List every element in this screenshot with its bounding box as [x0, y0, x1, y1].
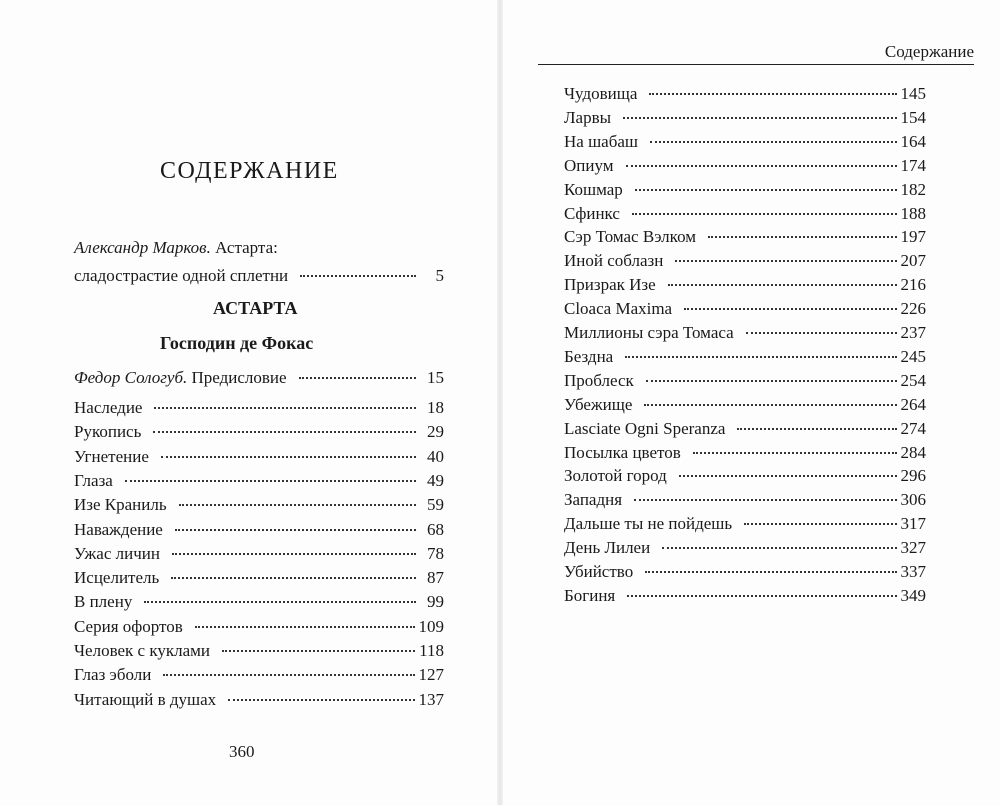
entry-title: Кошмар — [564, 179, 623, 199]
preface-author: Александр Марков. — [74, 238, 211, 257]
entry-page-number: 49 — [427, 470, 444, 490]
toc-entry[interactable] — [74, 690, 444, 712]
toc-title: СОДЕРЖАНИЕ — [160, 158, 339, 184]
entry-title: Глаз эболи — [74, 665, 152, 685]
toc-entry[interactable] — [74, 641, 444, 663]
toc-entry[interactable] — [74, 520, 444, 542]
dot-leader — [172, 552, 416, 555]
toc-entry[interactable] — [564, 347, 926, 369]
entry-page-number: 127 — [418, 665, 444, 685]
entry-page-number: 349 — [900, 585, 926, 605]
entry-title: Человек с куклами — [74, 641, 211, 660]
toc-entry[interactable] — [564, 443, 926, 465]
entry-title: Сэр Томас Вэлком — [564, 227, 696, 247]
toc-entry[interactable] — [74, 568, 444, 590]
entry-page-number: 174 — [900, 155, 926, 175]
entry-title: Рукопись — [74, 422, 142, 442]
dot-leader — [746, 331, 897, 334]
dot-leader — [650, 140, 897, 143]
entry-title: Сфинкс — [564, 203, 620, 223]
dot-leader — [634, 498, 896, 501]
entry-title: Ужас личин — [74, 543, 160, 563]
dot-leader — [646, 379, 897, 382]
entry-title: Lasciate Ogni Speranza — [564, 418, 726, 438]
preface-heading — [74, 238, 278, 258]
toc-entry[interactable] — [564, 538, 926, 560]
dot-leader — [125, 479, 416, 482]
dot-leader — [222, 649, 415, 652]
entry-page-number: 237 — [900, 323, 926, 342]
toc-entry[interactable] — [564, 586, 926, 608]
toc-entry-preface[interactable] — [74, 266, 444, 288]
entry-title: Убежище — [564, 394, 633, 414]
dot-leader — [195, 625, 415, 628]
dot-leader — [744, 522, 896, 525]
entry-page-number: 164 — [900, 131, 926, 151]
toc-entry[interactable] — [564, 299, 926, 321]
toc-entry[interactable] — [564, 490, 926, 512]
entry-page-number: 337 — [900, 562, 926, 581]
section-heading-astarta: АСТАРТА — [213, 298, 298, 318]
intro-title: Предисловие — [191, 368, 287, 387]
toc-entry[interactable] — [74, 495, 444, 517]
toc-entry[interactable] — [564, 323, 926, 345]
dot-leader — [179, 503, 416, 506]
toc-entry[interactable] — [564, 180, 926, 202]
toc-entry-intro[interactable] — [74, 368, 444, 390]
entry-title: Посылка цветов — [564, 442, 681, 462]
dot-leader — [649, 92, 896, 95]
toc-entry[interactable] — [564, 395, 926, 417]
toc-entry[interactable] — [564, 514, 926, 536]
dot-leader — [737, 427, 896, 430]
entry-page-number: 145 — [900, 84, 926, 103]
entry-page-number: 87 — [427, 568, 444, 588]
entry-page-number: 216 — [900, 275, 926, 295]
entry-title: Ларвы — [564, 107, 612, 127]
entry-page-number: 306 — [900, 490, 926, 510]
toc-entry[interactable] — [564, 227, 926, 249]
toc-entry[interactable] — [564, 84, 926, 106]
dot-leader — [635, 188, 897, 191]
entry-page-number: 327 — [900, 538, 926, 558]
dot-leader — [684, 307, 896, 310]
entry-page-number: 109 — [418, 616, 444, 636]
entry-title: Чудовища — [564, 84, 638, 103]
dot-leader — [163, 673, 414, 676]
dot-leader — [228, 698, 414, 701]
entry-title: Убийство — [564, 562, 634, 581]
running-head — [538, 42, 974, 65]
entry-page-number: 137 — [418, 689, 444, 709]
dot-leader — [645, 570, 896, 573]
toc-entry[interactable] — [564, 108, 926, 130]
dot-leader — [627, 594, 896, 597]
entry-title: Бездна — [564, 346, 614, 366]
dot-leader — [693, 451, 897, 454]
dot-leader — [623, 116, 896, 119]
entry-page-number: 226 — [900, 299, 926, 319]
entry-title: Дальше ты не пойдешь — [564, 514, 733, 534]
entry-title — [74, 368, 287, 388]
toc-entry[interactable] — [74, 617, 444, 639]
entry-title: Изе Краниль — [74, 495, 167, 515]
toc-entry[interactable] — [74, 422, 444, 444]
entry-page-number: 29 — [427, 422, 444, 442]
toc-entry[interactable] — [564, 204, 926, 226]
toc-entry[interactable] — [564, 156, 926, 178]
entry-title: Наследие — [74, 398, 143, 417]
entry-page-number: 188 — [900, 203, 926, 223]
entry-page-number: 264 — [900, 394, 926, 414]
page-number-folio: 360 — [229, 742, 255, 761]
entry-title: Угнетение — [74, 446, 149, 466]
dot-leader — [668, 283, 897, 286]
toc-entry[interactable] — [74, 447, 444, 469]
entry-page-number: 15 — [427, 368, 444, 387]
dot-leader — [679, 474, 897, 477]
dot-leader — [154, 406, 416, 409]
entry-page-number: 78 — [427, 543, 444, 563]
dot-leader — [161, 455, 416, 458]
entry-page-number: 5 — [435, 266, 444, 285]
dot-leader — [299, 376, 416, 379]
dot-leader — [175, 528, 416, 531]
right-page — [500, 0, 1000, 805]
entry-title: Богиня — [564, 585, 616, 605]
dot-leader — [300, 274, 416, 277]
entry-page-number: 182 — [900, 179, 926, 199]
entry-title: День Лилеи — [564, 538, 651, 558]
dot-leader — [153, 430, 416, 433]
toc-entry[interactable] — [74, 471, 444, 493]
entry-page-number: 197 — [900, 227, 926, 247]
entry-title: На шабаш — [564, 131, 638, 151]
dot-leader — [632, 212, 897, 215]
entry-page-number: 254 — [900, 370, 926, 390]
entry-title: В плену — [74, 592, 133, 612]
entry-page-number: 296 — [900, 466, 926, 486]
section-heading-fokas: Господин де Фокас — [160, 333, 314, 353]
dot-leader — [625, 355, 896, 358]
running-head-text: Содержание — [884, 42, 974, 61]
toc-entry[interactable] — [564, 419, 926, 441]
dot-leader — [708, 235, 897, 238]
toc-entry[interactable] — [74, 665, 444, 687]
entry-page-number: 18 — [427, 398, 444, 417]
entry-title: Западня — [564, 490, 623, 510]
dot-leader — [675, 259, 896, 262]
entry-title: Проблеск — [564, 370, 634, 390]
entry-page-number: 68 — [427, 519, 444, 539]
entry-title: Опиум — [564, 155, 614, 175]
intro-author: Федор Сологуб. — [74, 368, 188, 387]
toc-entry[interactable] — [564, 562, 926, 584]
entry-title: Глаза — [74, 470, 113, 490]
toc-entry[interactable] — [564, 466, 926, 488]
entry-title: Читающий в душах — [74, 689, 217, 709]
entry-title: Миллионы сэра Томаса — [564, 323, 734, 342]
toc-entry[interactable] — [564, 275, 926, 297]
toc-entry[interactable] — [74, 592, 444, 614]
toc-entry[interactable] — [74, 398, 444, 420]
toc-entry[interactable] — [564, 251, 926, 273]
toc-entry[interactable] — [74, 544, 444, 566]
entry-page-number: 59 — [427, 495, 444, 515]
entry-page-number: 118 — [419, 641, 444, 660]
entry-page-number: 154 — [900, 107, 926, 127]
entry-page-number: 99 — [427, 592, 444, 612]
entry-page-number: 317 — [900, 514, 926, 534]
preface-title-line1: Астарта: — [215, 238, 278, 257]
entry-page-number: 245 — [900, 346, 926, 366]
dot-leader — [644, 403, 896, 406]
entry-title: Призрак Изе — [564, 275, 656, 295]
dot-leader — [662, 546, 896, 549]
entry-title: Cloaca Maxima — [564, 299, 673, 319]
toc-entry[interactable] — [564, 371, 926, 393]
dot-leader — [144, 600, 416, 603]
entry-page-number: 284 — [900, 442, 926, 462]
dot-leader — [171, 576, 416, 579]
entry-title: сладострастие одной сплетни — [74, 266, 289, 285]
entry-title: Иной соблазн — [564, 251, 664, 271]
entry-page-number: 274 — [900, 418, 926, 438]
dot-leader — [626, 164, 897, 167]
entry-page-number: 40 — [427, 446, 444, 466]
entry-title: Золотой город — [564, 466, 667, 486]
entry-title: Наваждение — [74, 519, 163, 539]
entry-page-number: 207 — [900, 251, 926, 271]
entry-title: Исцелитель — [74, 568, 160, 588]
entry-title: Серия офортов — [74, 616, 183, 636]
toc-entry[interactable] — [564, 132, 926, 154]
